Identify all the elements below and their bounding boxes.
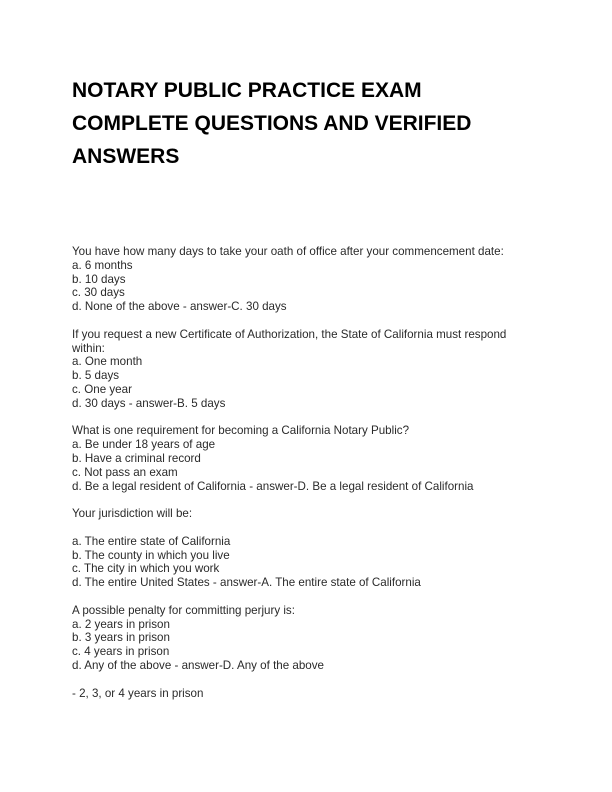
question-1-option-b: b. 10 days [72, 272, 126, 286]
question-block-5 [72, 604, 542, 673]
title-line-1: NOTARY PUBLIC PRACTICE EXAM [72, 79, 422, 102]
question-4-option-c: c. The city in which you work [72, 562, 220, 576]
question-2-prompt: If you request a new Certificate of Authorization, the State of California must respond [72, 327, 507, 341]
question-4-option-a: a. The entire state of California [72, 534, 231, 548]
question-4-option-d-answer: d. The entire United States - answer-A. The entire state of California [72, 576, 421, 590]
question-2-option-b: b. 5 days [72, 369, 120, 383]
question-block-6 [72, 687, 542, 701]
question-5-option-b: b. 3 years in prison [72, 631, 170, 645]
question-3-option-b: b. Have a criminal record [72, 451, 201, 465]
question-5-option-a: a. 2 years in prison [72, 617, 170, 631]
document-title [72, 74, 542, 173]
question-4-blank-line [72, 521, 542, 535]
question-2-option-c: c. One year [72, 382, 132, 396]
title-line-3: ANSWERS [72, 145, 180, 168]
questions-section [72, 245, 542, 714]
question-1-prompt: You have how many days to take your oath of office after your commencement date: [72, 245, 504, 258]
question-3-prompt: What is one requirement for becoming a California Notary Public? [72, 424, 410, 438]
question-block-1 [72, 245, 542, 314]
question-2-option-d-answer: d. 30 days - answer-B. 5 days [72, 396, 226, 410]
question-2-option-a: a. One month [72, 355, 143, 369]
question-block-3 [72, 424, 542, 493]
question-1-option-d-answer: d. None of the above - answer-C. 30 days [72, 300, 287, 314]
answer-note: - 2, 3, or 4 years in prison [72, 686, 204, 700]
question-3-option-a: a. Be under 18 years of age [72, 438, 216, 452]
question-1-option-a: a. 6 months [72, 258, 133, 272]
question-4-prompt: Your jurisdiction will be: [72, 507, 193, 521]
question-1-option-c: c. 30 days [72, 286, 125, 300]
question-block-2 [72, 328, 542, 411]
question-5-option-d-answer: d. Any of the above - answer-D. Any of the above [72, 658, 324, 672]
question-3-option-d-answer: d. Be a legal resident of California - answer-D. Be a legal resident of California [72, 479, 474, 493]
question-3-option-c: c. Not pass an exam [72, 465, 178, 479]
question-block-4 [72, 507, 542, 590]
question-5-prompt: A possible penalty for committing perjury is: [72, 603, 295, 617]
title-line-2: COMPLETE QUESTIONS AND VERIFIED [72, 112, 472, 135]
question-2-prompt-continued: within: [72, 341, 105, 355]
question-4-option-b: b. The county in which you live [72, 548, 230, 562]
question-5-option-c: c. 4 years in prison [72, 645, 170, 659]
